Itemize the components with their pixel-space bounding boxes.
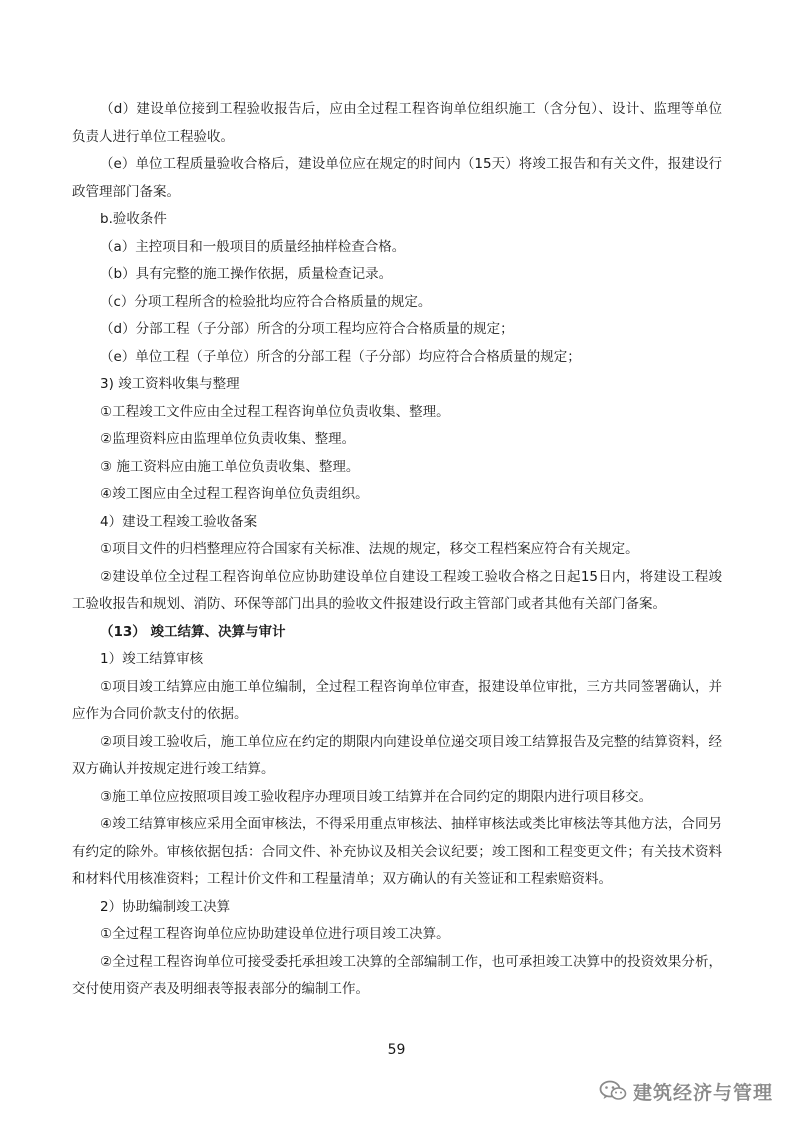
list-item: （e）单位工程（子单位）所含的分部工程（子分部）均应符合合格质量的规定； bbox=[100, 348, 581, 365]
list-item: ②全过程工程咨询单位可接受委托承担竣工决算的全部编制工作，也可承担竣工决算中的投资效果分析，交付使用资产表及明细表等报表部分的编制工作。 bbox=[72, 953, 722, 997]
list-item: ④竣工结算审核应采用全面审核法，不得采用重点审核法、抽样审核法或类比审核法等其他方法，合同另有约定的除外。审核依据包括：合同文件、补充协议及相关会议纪要；竣工图和工程变更文件；有关技术资料和材料代用核准资料；工程计价文件和工程量清单；双方确认的有关签证和工程索赔资料。 bbox=[72, 816, 722, 887]
list-item: ③ 施工资料应由施工单位负责收集、整理。 bbox=[100, 458, 360, 475]
paragraph: （d）建设单位接到工程验收报告后，应由全过程工程咨询单位组织施工（含分包）、设计、监理等单位负责人进行单位工程验收。 bbox=[72, 101, 722, 145]
subheading: 4）建设工程竣工验收备案 bbox=[100, 513, 258, 530]
list-item: ②项目竣工验收后，施工单位应在约定的期限内向建设单位递交项目竣工结算报告及完整的结算资料，经双方确认并按规定进行竣工结算。 bbox=[72, 733, 722, 777]
page-number: 59 bbox=[387, 1042, 406, 1058]
section-heading: （13） 竣工结算、决算与审计 bbox=[100, 623, 286, 640]
list-item: ①项目竣工结算应由施工单位编制，全过程工程咨询单位审查，报建设单位审批，三方共同签署确认，并应作为合同价款支付的依据。 bbox=[72, 678, 722, 722]
list-item: ②建设单位全过程工程咨询单位应协助建设单位自建设工程竣工验收合格之日起15日内，将建设工程竣工验收报告和规划、消防、环保等部门出具的验收文件报建设行政主管部门或者其他有关部门备案。 bbox=[72, 568, 722, 612]
list-item: ②监理资料应由监理单位负责收集、整理。 bbox=[100, 431, 356, 447]
list-item: ①工程竣工文件应由全过程工程咨询单位负责收集、整理。 bbox=[100, 403, 450, 420]
subheading: 1）竣工结算审核 bbox=[100, 651, 204, 667]
subheading: 2）协助编制竣工决算 bbox=[100, 898, 231, 915]
list-item: （c）分项工程所含的检验批均应符合合格质量的规定。 bbox=[100, 293, 432, 310]
document-body bbox=[72, 96, 722, 1004]
list-item: ④竣工图应由全过程工程咨询单位负责组织。 bbox=[100, 486, 369, 502]
list-item: ③施工单位应按照项目竣工验收程序办理项目竣工结算并在合同约定的期限内进行项目移交。 bbox=[100, 788, 653, 805]
paragraph: （e）单位工程质量验收合格后，建设单位应在规定的时间内（15天）将竣工报告和有关文件，报建设行政管理部门备案。 bbox=[72, 156, 722, 200]
list-item: ①项目文件的归档整理应符合国家有关标准、法规的规定，移交工程档案应符合有关规定。 bbox=[100, 541, 639, 557]
watermark bbox=[599, 1076, 773, 1106]
list-item: ①全过程工程咨询单位应协助建设单位进行项目竣工决算。 bbox=[100, 926, 450, 942]
list-item: （a）主控项目和一般项目的质量经抽样检查合格。 bbox=[100, 238, 406, 255]
subheading: 3) 竣工资料收集与整理 bbox=[100, 376, 240, 392]
list-item: （d）分部工程（子分部）所含的分项工程均应符合合格质量的规定； bbox=[100, 321, 514, 337]
wechat-icon bbox=[599, 1079, 627, 1103]
subheading: b.验收条件 bbox=[100, 211, 167, 227]
watermark-text: 建筑经济与管理 bbox=[632, 1081, 773, 1104]
list-item: （b）具有完整的施工操作依据，质量检查记录。 bbox=[100, 266, 393, 282]
